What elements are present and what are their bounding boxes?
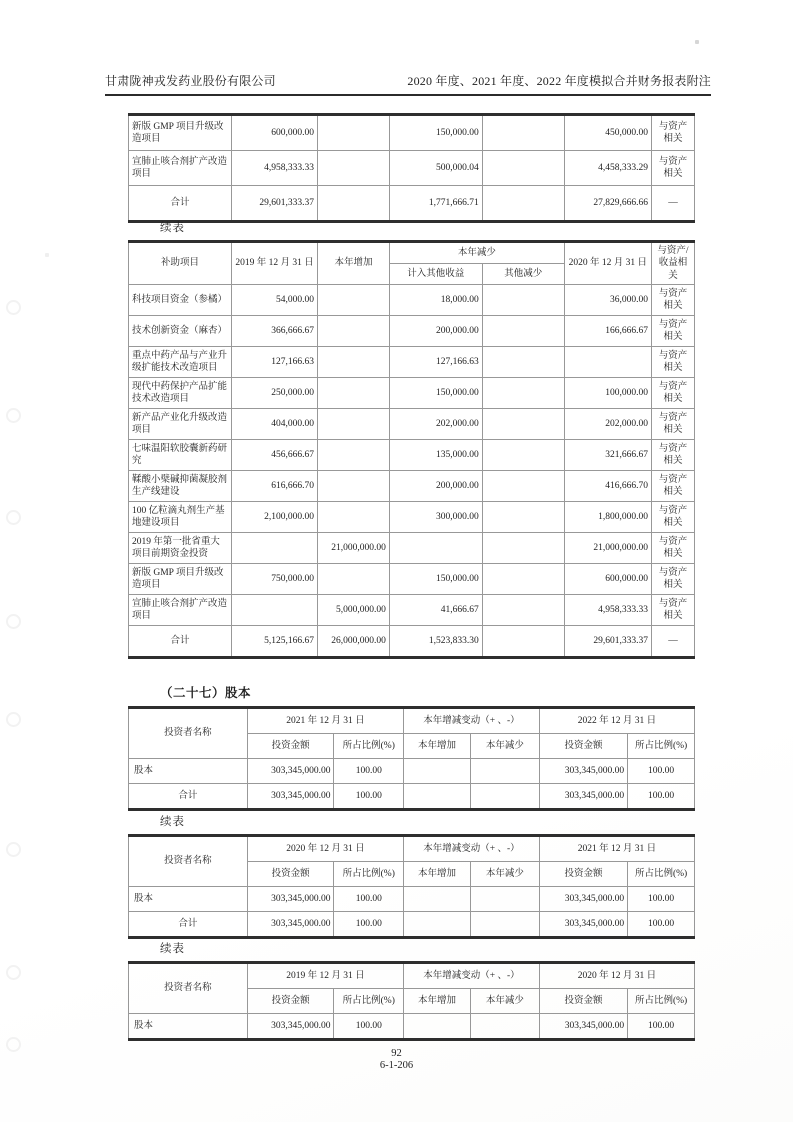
table-cell: 现代中药保护产品扩能技术改造项目 xyxy=(129,378,232,409)
table-row xyxy=(129,887,695,912)
col-header-begin-date: 2020 年 12 月 31 日 xyxy=(247,836,403,862)
table-cell xyxy=(318,564,390,595)
table-cell: 135,000.00 xyxy=(389,440,482,471)
table-cell: 202,000.00 xyxy=(564,409,651,440)
subsidy-table-header xyxy=(129,242,695,285)
table-cell xyxy=(470,1014,539,1040)
table-cell: 321,666.67 xyxy=(564,440,651,471)
table-cell: 303,345,000.00 xyxy=(539,784,627,810)
col-header-decrease: 本年减少 xyxy=(470,734,539,759)
table-row xyxy=(129,784,695,810)
col-header-amount: 投资金额 xyxy=(539,734,627,759)
share-table-header xyxy=(129,708,695,759)
table-row xyxy=(129,409,695,440)
table-cell: 250,000.00 xyxy=(232,378,318,409)
subsidy-table xyxy=(128,240,695,659)
table-cell xyxy=(318,347,390,378)
table-cell: 七味温阳软胶囊新药研究 xyxy=(129,440,232,471)
table-row xyxy=(129,471,695,502)
table-row xyxy=(129,285,695,316)
table-cell: 100 亿粒滴丸剂生产基地建设项目 xyxy=(129,502,232,533)
table-cell xyxy=(482,595,564,626)
table-cell: 与资产相关 xyxy=(651,595,694,626)
table-cell: 303,345,000.00 xyxy=(539,1014,627,1040)
table-cell: 100.00 xyxy=(628,1014,695,1040)
table-cell: 41,666.67 xyxy=(389,595,482,626)
table-cell: 股本 xyxy=(129,1014,248,1040)
table-cell: 宣肺止咳合剂扩产改造项目 xyxy=(129,151,232,186)
table-cell: 36,000.00 xyxy=(564,285,651,316)
table-cell: 200,000.00 xyxy=(389,316,482,347)
col-header-increase: 本年增加 xyxy=(404,862,471,887)
table-cell: 150,000.00 xyxy=(389,115,482,151)
table-cell: 416,666.70 xyxy=(564,471,651,502)
table-cell xyxy=(470,912,539,938)
table-cell xyxy=(482,151,564,186)
table-cell: 100.00 xyxy=(628,759,695,784)
table-cell: 新版 GMP 项目升级改造项目 xyxy=(129,564,232,595)
col-header-amount: 投资金额 xyxy=(247,862,334,887)
table-cell: 54,000.00 xyxy=(232,285,318,316)
table-cell: 鞣酸小檗碱抑菌凝胶剂生产线建设 xyxy=(129,471,232,502)
table-cell: 616,666.70 xyxy=(232,471,318,502)
table-cell: 合计 xyxy=(129,784,248,810)
table-row xyxy=(129,186,695,222)
table-cell: 500,000.04 xyxy=(389,151,482,186)
table-cell: 366,666.67 xyxy=(232,316,318,347)
table-cell: 合计 xyxy=(129,626,232,658)
table-cell xyxy=(482,115,564,151)
table-cell: 与资产相关 xyxy=(651,471,694,502)
table-cell: 100.00 xyxy=(334,784,404,810)
table-cell: 26,000,000.00 xyxy=(318,626,390,658)
table-cell xyxy=(482,626,564,658)
continued-table-label: 续表 xyxy=(160,222,185,234)
table-cell: 4,958,333.33 xyxy=(564,595,651,626)
col-header-change: 本年增减变动（+ 、-） xyxy=(404,963,540,989)
col-header-decrease: 本年减少 xyxy=(470,862,539,887)
table-cell: 100.00 xyxy=(334,759,404,784)
table-cell: 股本 xyxy=(129,759,248,784)
table-cell: 127,166.63 xyxy=(232,347,318,378)
table-cell: 27,829,666.66 xyxy=(564,186,651,222)
binding-hole-mark xyxy=(6,712,21,727)
col-header-begin-date: 2021 年 12 月 31 日 xyxy=(247,708,403,734)
table-row xyxy=(129,115,695,151)
table-cell: 与资产相关 xyxy=(651,564,694,595)
table-cell: 18,000.00 xyxy=(389,285,482,316)
table-cell: 750,000.00 xyxy=(232,564,318,595)
scan-speck xyxy=(695,40,699,44)
table-cell: 5,000,000.00 xyxy=(318,595,390,626)
binding-hole-mark xyxy=(6,614,21,629)
table-row xyxy=(129,347,695,378)
doc-number: 6-1-206 xyxy=(379,1060,414,1072)
table-row xyxy=(129,502,695,533)
table-cell: 重点中药产品与产业升级扩能技术改造项目 xyxy=(129,347,232,378)
table-cell xyxy=(318,378,390,409)
col-header-ratio: 所占比例(%) xyxy=(334,734,404,759)
table-cell xyxy=(404,784,471,810)
table-cell: — xyxy=(651,186,694,222)
table-row xyxy=(129,912,695,938)
table-cell: 450,000.00 xyxy=(564,115,651,151)
table-cell xyxy=(232,595,318,626)
table-cell xyxy=(482,502,564,533)
table-cell: 202,000.00 xyxy=(389,409,482,440)
page-header xyxy=(105,72,711,96)
table-cell xyxy=(318,471,390,502)
table-cell xyxy=(404,887,471,912)
table-cell: 21,000,000.00 xyxy=(318,533,390,564)
col-header-investor: 投资者名称 xyxy=(129,836,248,887)
col-header-increase: 本年增加 xyxy=(404,989,471,1014)
col-header-amount: 投资金额 xyxy=(247,989,334,1014)
table-row xyxy=(129,316,695,347)
col-header-end-date: 2020 年 12 月 31 日 xyxy=(539,963,694,989)
table-cell: 2019 年第一批省重大项目前期资金投资 xyxy=(129,533,232,564)
col-header-ratio: 所占比例(%) xyxy=(334,989,404,1014)
table-cell xyxy=(318,316,390,347)
table-cell: 与资产相关 xyxy=(651,115,694,151)
company-name: 甘肃陇神戎发药业股份有限公司 xyxy=(105,74,276,88)
table-cell: 303,345,000.00 xyxy=(247,784,334,810)
binding-hole-mark xyxy=(6,965,21,980)
table-cell: 科技项目资金（参橘） xyxy=(129,285,232,316)
table-cell: 与资产相关 xyxy=(651,502,694,533)
table-cell xyxy=(232,533,318,564)
table-cell xyxy=(482,409,564,440)
table-cell xyxy=(389,533,482,564)
table-row xyxy=(129,595,695,626)
table-cell: 与资产相关 xyxy=(651,533,694,564)
table-cell: 与资产相关 xyxy=(651,347,694,378)
table-cell: 456,666.67 xyxy=(232,440,318,471)
table-cell: 1,771,666.71 xyxy=(389,186,482,222)
col-header-change: 本年增减变动（+ 、-） xyxy=(404,836,540,862)
table-cell xyxy=(318,115,390,151)
table-cell xyxy=(470,887,539,912)
table-cell: 合计 xyxy=(129,186,232,222)
table-cell: 600,000.00 xyxy=(232,115,318,151)
table-cell: 技术创新资金（麻杏） xyxy=(129,316,232,347)
continued-table-label: 续表 xyxy=(160,943,185,955)
table-cell: 29,601,333.37 xyxy=(564,626,651,658)
col-header-ratio: 所占比例(%) xyxy=(628,862,695,887)
col-header-investor: 投资者名称 xyxy=(129,963,248,1014)
table-cell xyxy=(318,440,390,471)
table-cell xyxy=(470,759,539,784)
table-cell: 4,458,333.29 xyxy=(564,151,651,186)
table-cell xyxy=(482,378,564,409)
col-header-increase: 本年增加 xyxy=(318,242,390,285)
table-cell: 303,345,000.00 xyxy=(247,912,334,938)
col-header-amount: 投资金额 xyxy=(247,734,334,759)
table-cell xyxy=(318,285,390,316)
table-cell xyxy=(482,316,564,347)
continued-table-label: 续表 xyxy=(160,816,185,828)
table-cell: 100,000.00 xyxy=(564,378,651,409)
table-cell: 1,523,833.30 xyxy=(389,626,482,658)
col-header-ratio: 所占比例(%) xyxy=(628,734,695,759)
share-table-header xyxy=(129,836,695,887)
binding-hole-mark xyxy=(6,842,21,857)
col-header-amount: 投资金额 xyxy=(539,862,627,887)
table-cell: 127,166.63 xyxy=(389,347,482,378)
table-row xyxy=(129,378,695,409)
table-cell xyxy=(318,502,390,533)
table-cell xyxy=(482,533,564,564)
table-row xyxy=(129,1014,695,1040)
col-header-decrease: 本年减少 xyxy=(470,989,539,1014)
table-cell: 200,000.00 xyxy=(389,471,482,502)
table-cell: 303,345,000.00 xyxy=(247,1014,334,1040)
table-cell: 100.00 xyxy=(628,912,695,938)
table-cell: 宣肺止咳合剂扩产改造项目 xyxy=(129,595,232,626)
table-row xyxy=(129,151,695,186)
table-cell: 合计 xyxy=(129,912,248,938)
table-cell: 100.00 xyxy=(334,1014,404,1040)
table-cell: 303,345,000.00 xyxy=(247,887,334,912)
section-heading-share-capital: （二十七）股本 xyxy=(160,686,252,700)
report-title: 2020 年度、2021 年度、2022 年度模拟合并财务报表附注 xyxy=(407,74,711,88)
col-header-begin-date: 2019 年 12 月 31 日 xyxy=(247,963,403,989)
table-cell: 404,000.00 xyxy=(232,409,318,440)
table-cell: 303,345,000.00 xyxy=(247,759,334,784)
table-cell: 100.00 xyxy=(628,784,695,810)
table-cell: 166,666.67 xyxy=(564,316,651,347)
table-cell: 5,125,166.67 xyxy=(232,626,318,658)
table-cell: 2,100,000.00 xyxy=(232,502,318,533)
table-cell: 100.00 xyxy=(628,887,695,912)
table-cell: 与资产相关 xyxy=(651,316,694,347)
table-cell xyxy=(482,347,564,378)
table-cell xyxy=(482,186,564,222)
table-cell xyxy=(482,285,564,316)
col-header-ratio: 所占比例(%) xyxy=(334,862,404,887)
share-table-header xyxy=(129,963,695,1014)
table-cell xyxy=(318,151,390,186)
col-header-change: 本年增减变动（+ 、-） xyxy=(404,708,540,734)
share-capital-table-2021 xyxy=(128,834,695,939)
table-row xyxy=(129,440,695,471)
table-cell xyxy=(470,784,539,810)
table-cell xyxy=(404,1014,471,1040)
table-cell: 与资产相关 xyxy=(651,409,694,440)
table-cell: 与资产相关 xyxy=(651,151,694,186)
table-cell xyxy=(404,912,471,938)
table-cell: 21,000,000.00 xyxy=(564,533,651,564)
table-cell xyxy=(564,347,651,378)
col-header-end-date: 2021 年 12 月 31 日 xyxy=(539,836,694,862)
table-cell: 100.00 xyxy=(334,912,404,938)
table-cell: 300,000.00 xyxy=(389,502,482,533)
table-cell xyxy=(404,759,471,784)
table-cell xyxy=(318,409,390,440)
table-cell: 与资产相关 xyxy=(651,378,694,409)
table-cell xyxy=(482,564,564,595)
table-cell xyxy=(318,186,390,222)
table-cell: 新版 GMP 项目升级改造项目 xyxy=(129,115,232,151)
table-cell: 303,345,000.00 xyxy=(539,887,627,912)
col-header-investor: 投资者名称 xyxy=(129,708,248,759)
binding-hole-mark xyxy=(6,510,21,525)
subsidy-continuation-table xyxy=(128,113,695,223)
col-header-increase: 本年增加 xyxy=(404,734,471,759)
table-cell: 303,345,000.00 xyxy=(539,759,627,784)
col-header-ratio: 所占比例(%) xyxy=(628,989,695,1014)
table-cell: 29,601,333.37 xyxy=(232,186,318,222)
table-cell: 600,000.00 xyxy=(564,564,651,595)
table-cell xyxy=(482,440,564,471)
page-number: 92 xyxy=(391,1048,402,1059)
col-header-decrease-other-income: 计入其他收益 xyxy=(389,264,482,285)
table-row xyxy=(129,564,695,595)
binding-hole-mark xyxy=(6,408,21,423)
table-row xyxy=(129,759,695,784)
col-header-end-date: 2022 年 12 月 31 日 xyxy=(539,708,694,734)
page-footer xyxy=(0,1048,793,1072)
share-capital-table-2022 xyxy=(128,706,695,811)
table-row xyxy=(129,626,695,658)
table-cell: 303,345,000.00 xyxy=(539,912,627,938)
col-header-begin-balance: 2019 年 12 月 31 日 xyxy=(232,242,318,285)
table-cell: 与资产相关 xyxy=(651,440,694,471)
table-cell xyxy=(482,471,564,502)
table-cell: 4,958,333.33 xyxy=(232,151,318,186)
binding-hole-mark xyxy=(6,300,21,315)
col-header-project: 补助项目 xyxy=(129,242,232,285)
table-cell: 新产品产业化升级改造项目 xyxy=(129,409,232,440)
table-cell: 150,000.00 xyxy=(389,378,482,409)
share-capital-table-2020 xyxy=(128,961,695,1041)
table-cell: — xyxy=(651,626,694,658)
scan-speck xyxy=(45,253,49,257)
col-header-amount: 投资金额 xyxy=(539,989,627,1014)
table-cell: 150,000.00 xyxy=(389,564,482,595)
col-header-decrease-group: 本年减少 xyxy=(389,242,564,264)
table-cell: 100.00 xyxy=(334,887,404,912)
table-row xyxy=(129,533,695,564)
table-cell: 股本 xyxy=(129,887,248,912)
col-header-related: 与资产/收益相关 xyxy=(651,242,694,285)
col-header-end-balance: 2020 年 12 月 31 日 xyxy=(564,242,651,285)
col-header-decrease-other: 其他减少 xyxy=(482,264,564,285)
table-cell: 与资产相关 xyxy=(651,285,694,316)
table-cell: 1,800,000.00 xyxy=(564,502,651,533)
